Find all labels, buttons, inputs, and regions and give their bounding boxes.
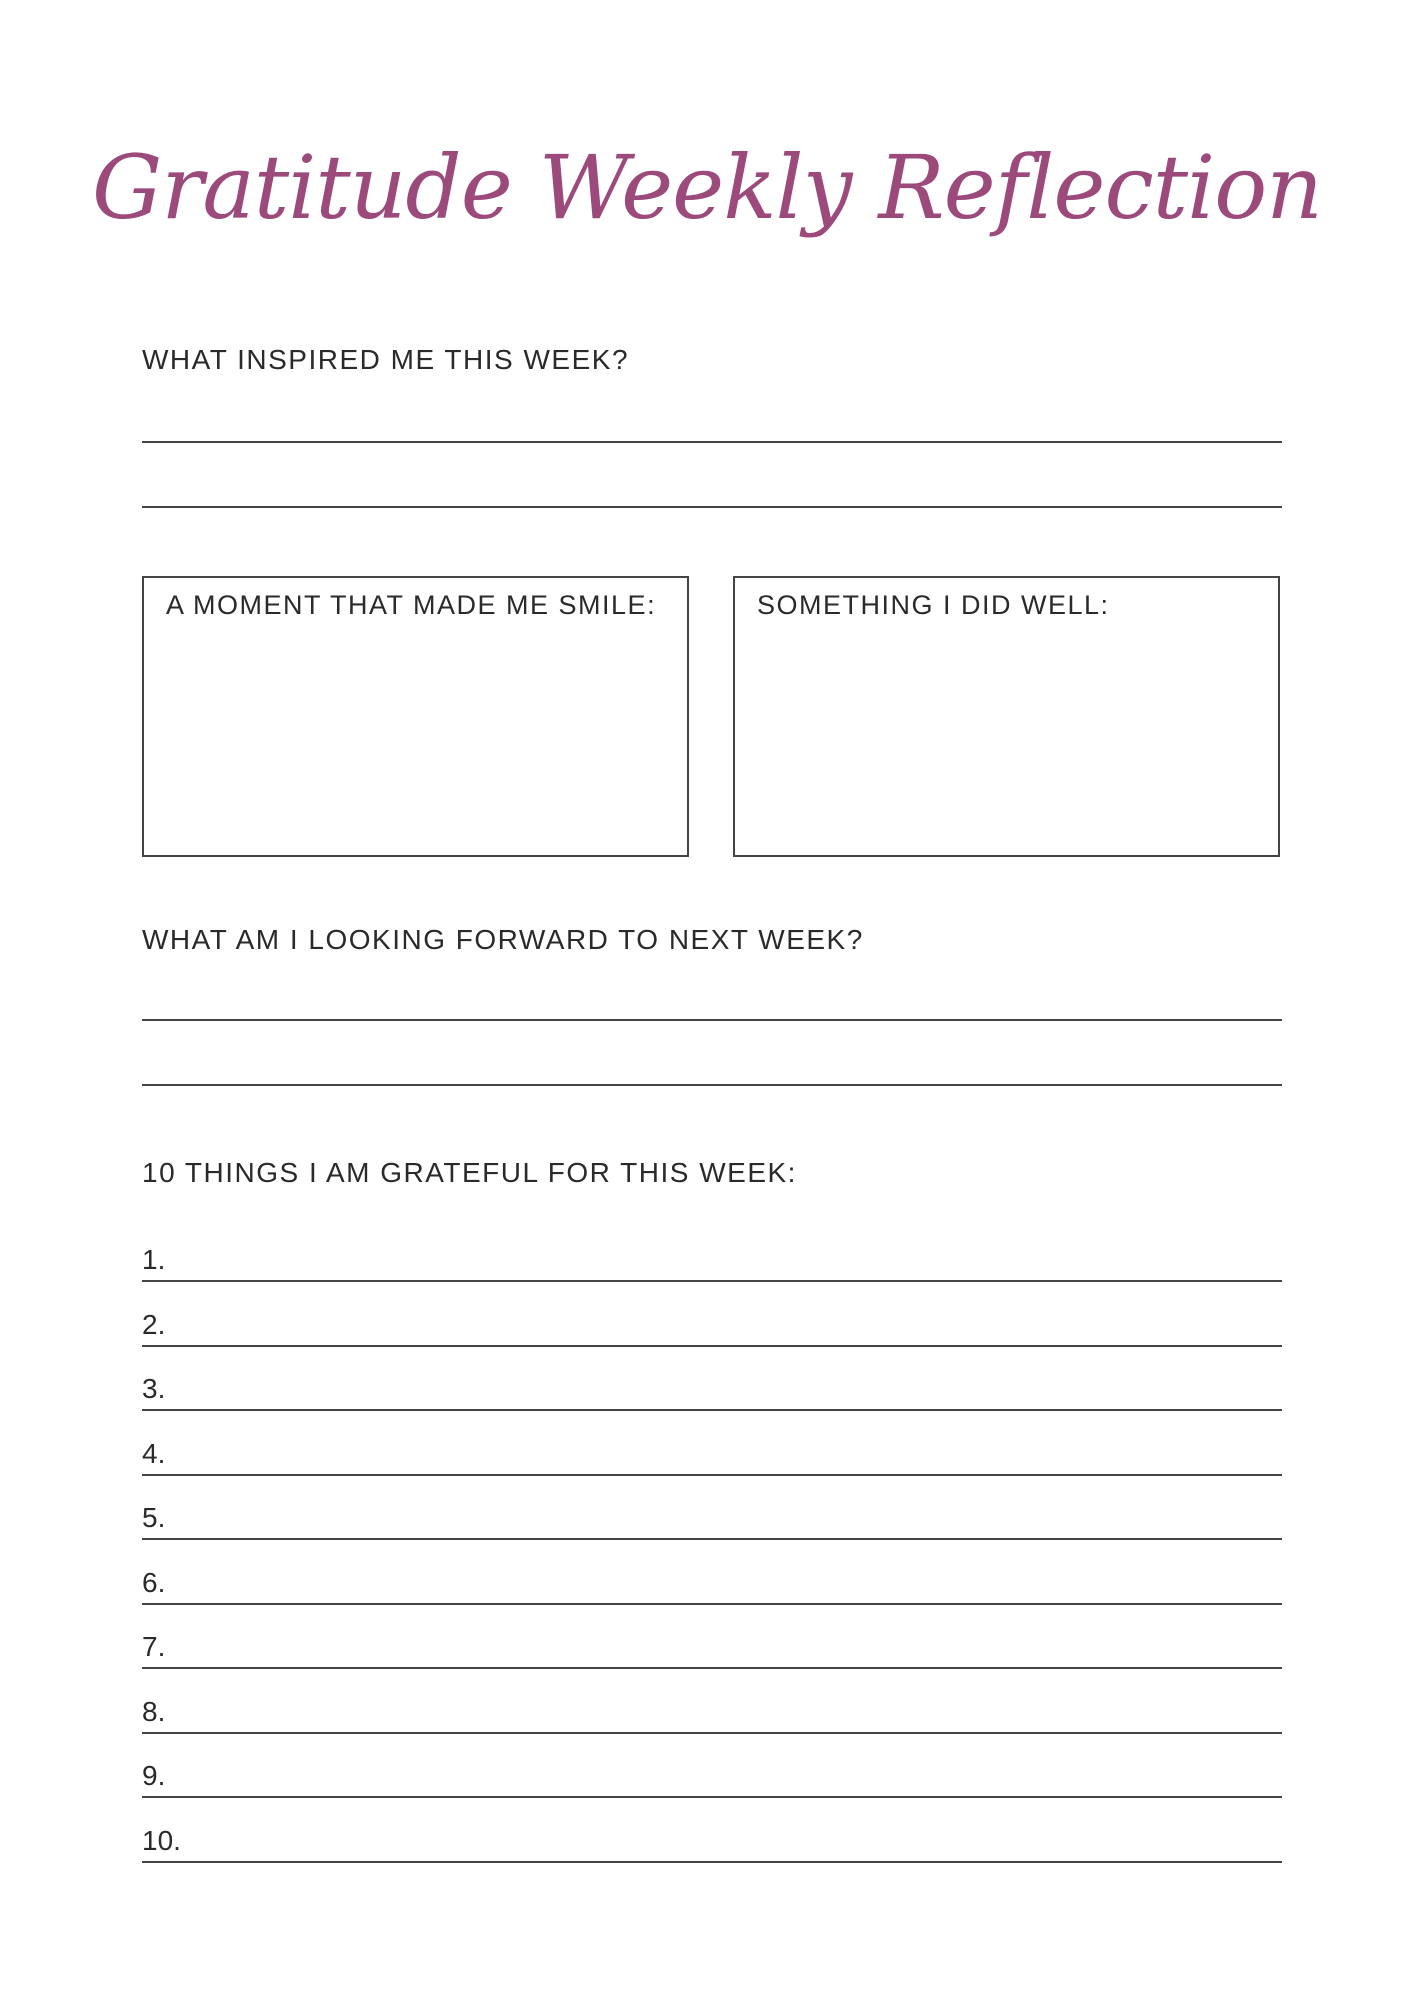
grateful-label: 10 THINGS I AM GRATEFUL FOR THIS WEEK: [142, 1157, 797, 1188]
looking-forward-line-2[interactable] [142, 1084, 1282, 1086]
did-well-box[interactable] [733, 576, 1280, 857]
grateful-item-number: 1. [142, 1244, 166, 1275]
grateful-item-number: 4. [142, 1438, 166, 1469]
grateful-item-number: 3. [142, 1373, 166, 1404]
grateful-item-number: 9. [142, 1760, 166, 1791]
inspired-line-2[interactable] [142, 506, 1282, 508]
page-title: Gratitude Weekly Reflection [92, 136, 1322, 239]
grateful-item-9[interactable] [142, 1748, 1282, 1798]
grateful-item-10[interactable] [142, 1813, 1282, 1863]
grateful-item-number: 6. [142, 1567, 166, 1598]
moment-smile-label: A MOMENT THAT MADE ME SMILE: [166, 590, 657, 620]
grateful-item-3[interactable] [142, 1361, 1282, 1411]
grateful-item-6[interactable] [142, 1555, 1282, 1605]
grateful-item-4[interactable] [142, 1426, 1282, 1476]
grateful-item-2[interactable] [142, 1297, 1282, 1347]
grateful-item-7[interactable] [142, 1619, 1282, 1669]
grateful-item-1[interactable] [142, 1232, 1282, 1282]
looking-forward-line-1[interactable] [142, 1019, 1282, 1021]
did-well-label: SOMETHING I DID WELL: [757, 590, 1110, 620]
grateful-item-number: 2. [142, 1309, 166, 1340]
grateful-item-number: 10. [142, 1825, 181, 1856]
grateful-item-5[interactable] [142, 1490, 1282, 1540]
grateful-item-number: 8. [142, 1696, 166, 1727]
grateful-item-number: 5. [142, 1502, 166, 1533]
inspired-line-1[interactable] [142, 441, 1282, 443]
inspired-label: WHAT INSPIRED ME THIS WEEK? [142, 344, 630, 375]
grateful-item-number: 7. [142, 1631, 166, 1662]
looking-forward-label: WHAT AM I LOOKING FORWARD TO NEXT WEEK? [142, 924, 864, 955]
grateful-item-8[interactable] [142, 1684, 1282, 1734]
moment-smile-box[interactable] [142, 576, 689, 857]
